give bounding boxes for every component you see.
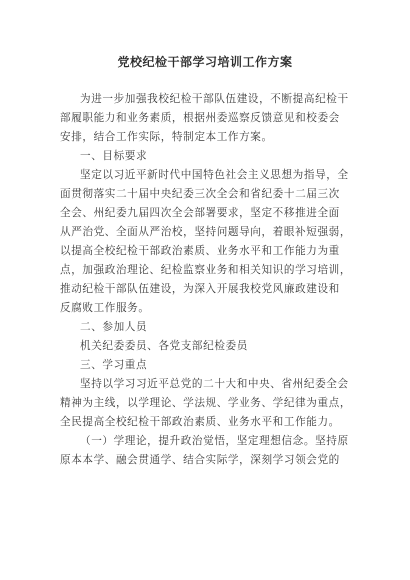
paragraph-line: 全民提高全校纪检干部政治素质、业务水平和工作能力。	[60, 416, 340, 428]
paragraph-line: 为进一步加强我校纪检干部队伍建设，不断提高纪检干	[80, 93, 349, 105]
paragraph-line: 坚定以习近平新时代中国特色社会主义思想为指导，全	[80, 169, 349, 181]
paragraph-line: 面贯彻落实二十届中央纪委三次全会和省纪委十二届三次	[60, 188, 340, 200]
paragraph-line: 安排，结合工作实际，特制定本工作方案。	[60, 131, 273, 143]
document-title: 党校纪检干部学习培训工作方案	[117, 55, 293, 69]
paragraph-line: （一）学理论，提升政治觉悟，坚定理想信念。坚持原	[80, 435, 349, 447]
paragraph-line: 全会、州纪委九届四次全会部署要求，坚定不移推进全面	[60, 207, 340, 219]
paragraph-line: 部履职能力和业务素质，根据州委巡察反馈意见和校委会	[60, 112, 340, 124]
paragraph-line: 原本本学、融会贯通学、结合实际学，深刻学习领会党的	[60, 454, 340, 466]
paragraph-line: 点，加强政治理论、纪检监察业务和相关知识的学习培训，	[60, 264, 352, 276]
paragraph-line: 以提高全校纪检干部政治素质、业务水平和工作能力为重	[60, 245, 340, 257]
paragraph-line: 推动纪检干部队伍建设，为深入开展我校党风廉政建设和	[60, 283, 340, 295]
paragraph-line: 反腐败工作服务。	[60, 302, 150, 314]
paragraph-line: 坚持以学习习近平总党的二十大和中央、省州纪委全会	[80, 378, 349, 390]
paragraph-line: 机关纪委委员、各党支部纪检委员	[80, 340, 248, 352]
paragraph-line: 精神为主线，以学理论、学法规、学业务、学纪律为重点，	[60, 397, 352, 409]
paragraph-line: 从严治党、全面从严治校，坚持问题导向，着眼补短强弱，	[60, 226, 352, 238]
section-heading: 二、参加人员	[80, 321, 148, 333]
section-heading: 一、目标要求	[80, 150, 148, 162]
section-heading: 三、学习重点	[80, 359, 148, 371]
